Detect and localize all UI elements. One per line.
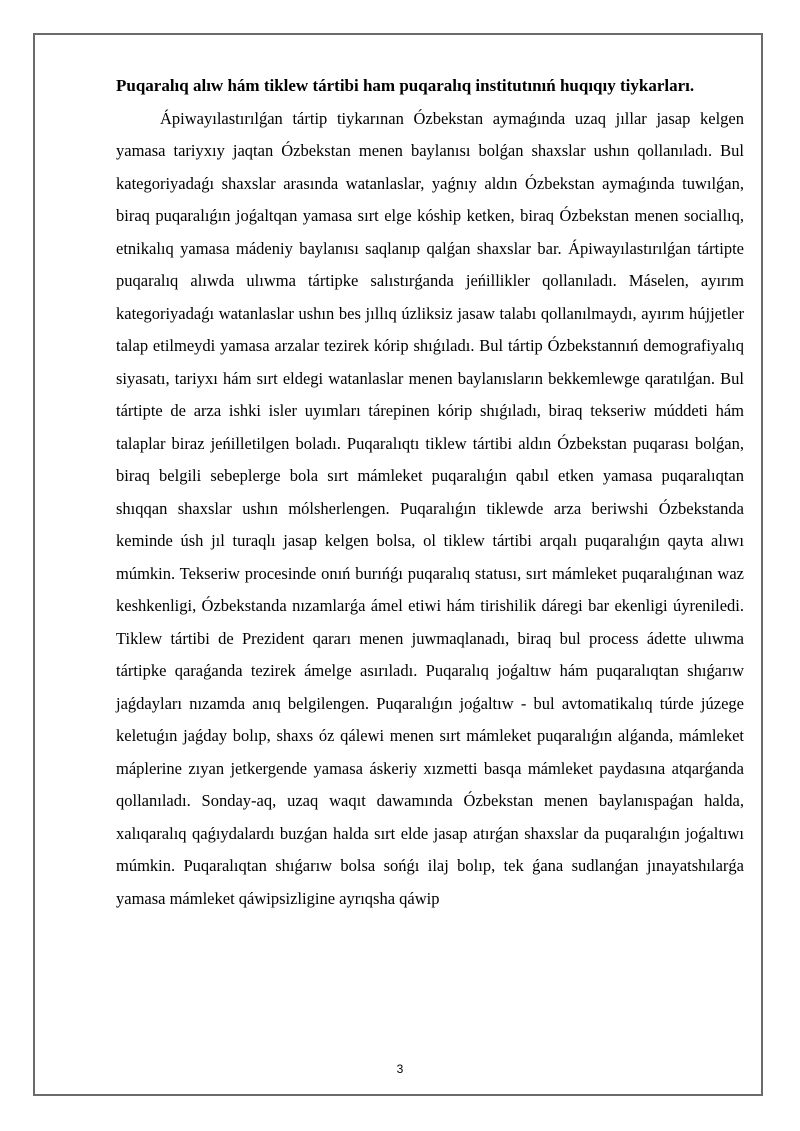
body-paragraph: Ápiwayılastırılǵan tártip tiykarınan Ózbekstan aymaǵında uzaq jıllar jasap kelgen yamasa tariyxıy jaqtan Ózbekstan menen baylanısı bolǵan shaxslar ushın qollanıladı. Bul kategoriyadaǵı shaxslar arasında watanlaslar, yaǵnıy aldın Ózbekstan aymaǵında tuwılǵan, biraq puqaralıǵın joǵaltqan yamasa sırt elge kóship ketken, biraq Ózbekstan menen sociallıq, etnikalıq yamasa mádeniy baylanısı saqlanıp qalǵan shaxslar bar. Ápiwayılastırılǵan tártipte puqaralıq alıwda ulıwma tártipke salıstırǵanda jeńillikler qollanıladı. Máselen, ayırım kategoriyadaǵı watanlaslar ushın bes jıllıq úzliksiz jasaw talabı qollanılmaydı, ayırım hújjetler talap etilmeydi yamasa arzalar tezirek kórip shıǵıladı. Bul tártip Ózbekstannıń demografiyalıq siyasatı, tariyxı hám sırt eldegi watanlaslar menen baylanısların bekkemlewge qaratılǵan. Bul tártipte de arza ishki isler uyımları tárepinen kórip shıǵıladı, biraq tekseriw múddeti hám talaplar biraz jeńilletilgen boladı. Puqaralıqtı tiklew tártibi aldın Ózbekstan puqarası bolǵan, biraq belgili sebeplerge bola sırt mámleket puqaralıǵın qabıl etken yamasa puqaralıqtan shıqqan shaxslar ushın mólsherlengen. Puqaralıǵın tiklewde arza beriwshi Ózbekstanda keminde úsh jıl turaqlı jasap kelgen bolsa, ol tiklew tártibi arqalı puqaralıǵın qayta alıwı múmkin. Tekseriw procesinde onıń burıńǵı puqaralıq statusı, sırt mámleket puqaralıǵınan waz keshkenligi, Ózbekstanda nızamlarǵa ámel etiwi hám tirishilik dáregi bar ekenligi úyreniledi. Tiklew tártibi de Prezident qararı menen juwmaqlanadı, biraq bul process ádette ulıwma tártipke qaraǵanda tezirek ámelge asırıladı. Puqaralıq joǵaltıw hám puqaralıqtan shıǵarıw jaǵdayları nızamda anıq belgilengen. Puqaralıǵın joǵaltıw - bul avtomatikalıq túrde júzege keletuǵın jaǵday bolıp, shaxs óz qálewi menen sırt mámleket puqaralıǵın alǵanda, mámleket máplerine zıyan jetkergende yamasa áskeriy xızmetti basqa mámleket paydasına atqarǵanda qollanıladı. Sonday-aq, uzaq waqıt dawamında Ózbekstan menen baylanıspaǵan halda, xalıqaralıq qaǵıydalardı buzǵan halda sırt elde jasap atırǵan shaxslar da puqaralıǵın joǵaltıwı múmkin. Puqaralıqtan shıǵarıw bolsa sońǵı ilaj bolıp, tek ǵana sudlanǵan jınayatshılarǵa yamasa mámleket qáwipsizligine ayrıqsha qáwip: [116, 108, 744, 908]
section-heading: Puqaralıq alıw hám tiklew tártibi ham puqaralıq institutınıń huqıqıy tiykarları.: [116, 76, 695, 95]
page-number: 3: [396, 1062, 404, 1076]
page-content: [116, 70, 744, 915]
